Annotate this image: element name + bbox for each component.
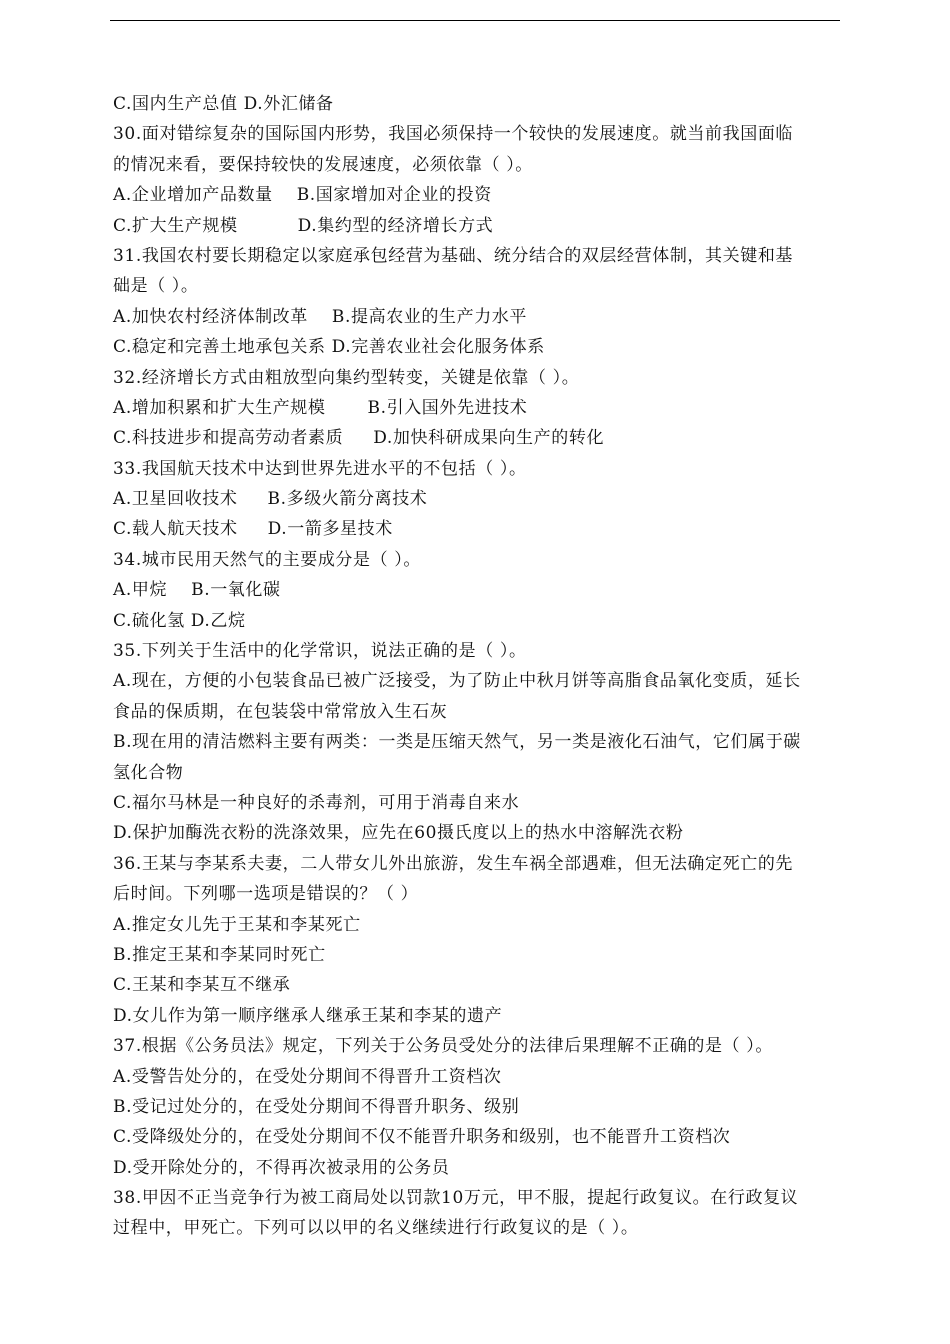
- question-35-stem: 35.下列关于生活中的化学常识，说法正确的是（ ）。: [113, 641, 527, 662]
- text-line: C.国内生产总值 D.外汇储备: [113, 94, 334, 114]
- question-38-stem: 38.甲因不正当竞争行为被工商局处以罚款10万元，甲不服，提起行政复议。在行政复议: [113, 1188, 799, 1209]
- question-36-option-b: B.推定王某和李某同时死亡: [113, 944, 326, 965]
- question-35-option-d: D.保护加酶洗衣粉的洗涤效果，应先在60摄氏度以上的热水中溶解洗衣粉: [113, 823, 684, 844]
- question-31-options-cd: C.稳定和完善土地承包关系 D.完善农业社会化服务体系: [113, 337, 545, 358]
- question-35-option-c: C.福尔马林是一种良好的杀毒剂，可用于消毒自来水: [113, 792, 520, 813]
- question-36-option-a: A.推定女儿先于王某和李某死亡: [113, 914, 361, 935]
- question-35-option-b-cont: 氢化合物: [113, 762, 184, 783]
- question-32-options-ab: A.增加积累和扩大生产规模 B.引入国外先进技术: [113, 397, 528, 418]
- question-37-stem: 37.根据《公务员法》规定，下列关于公务员受处分的法律后果理解不正确的是（ ）。: [113, 1036, 773, 1057]
- header-rule: [110, 20, 840, 21]
- question-34-options-ab: A.甲烷 B.一氧化碳: [113, 580, 281, 601]
- question-35-option-a-cont: 食品的保质期，在包装袋中常常放入生石灰: [113, 701, 448, 722]
- question-33-options-cd: C.载人航天技术 D.一箭多星技术: [113, 519, 393, 540]
- question-32-options-cd: C.科技进步和提高劳动者素质 D.加快科研成果向生产的转化: [113, 428, 605, 449]
- question-30-stem: 30.面对错综复杂的国际国内形势，我国必须保持一个较快的发展速度。就当前我国面临: [113, 124, 794, 145]
- question-32-stem: 32.经济增长方式由粗放型向集约型转变，关键是依靠（ ）。: [113, 367, 580, 388]
- question-35-option-b: B.现在用的清洁燃料主要有两类：一类是压缩天然气，另一类是液化石油气，它们属于碳: [113, 732, 801, 753]
- question-31-options-ab: A.加快农村经济体制改革 B.提高农业的生产力水平: [113, 306, 527, 327]
- page-body: [113, 89, 841, 1244]
- question-33-options-ab: A.卫星回收技术 B.多级火箭分离技术: [113, 489, 428, 510]
- question-31-stem-cont: 础是（ ）。: [113, 276, 199, 297]
- question-37-option-b: B.受记过处分的，在受处分期间不得晋升职务、级别: [113, 1096, 520, 1117]
- question-36-option-c: C.王某和李某互不继承: [113, 975, 291, 996]
- question-37-option-a: A.受警告处分的，在受处分期间不得晋升工资档次: [113, 1066, 502, 1087]
- question-37-option-c: C.受降级处分的，在受处分期间不仅不能晋升职务和级别，也不能晋升工资档次: [113, 1127, 731, 1148]
- question-38-stem-cont: 过程中，甲死亡。下列可以以甲的名义继续进行行政复议的是（ ）。: [113, 1218, 639, 1239]
- question-34-stem: 34.城市民用天然气的主要成分是（ ）。: [113, 549, 421, 570]
- question-35-option-a: A.现在，方便的小包装食品已被广泛接受，为了防止中秋月饼等高脂食品氧化变质，延长: [113, 671, 801, 692]
- question-33-stem: 33.我国航天技术中达到世界先进水平的不包括（ ）。: [113, 458, 527, 479]
- question-34-options-cd: C.硫化氢 D.乙烷: [113, 610, 246, 631]
- question-31-stem: 31.我国农村要长期稳定以家庭承包经营为基础、统分结合的双层经营体制，其关键和基: [113, 245, 794, 266]
- question-30-options-ab: A.企业增加产品数量 B.国家增加对企业的投资: [113, 185, 492, 206]
- question-30-options-cd: C.扩大生产规模 D.集约型的经济增长方式: [113, 215, 494, 236]
- question-36-stem: 36.王某与李某系夫妻，二人带女儿外出旅游，发生车祸全部遇难，但无法确定死亡的先: [113, 853, 794, 874]
- question-36-option-d: D.女儿作为第一顺序继承人继承王某和李某的遗产: [113, 1005, 503, 1026]
- question-36-stem-cont: 后时间。下列哪一选项是错误的？（ ）: [113, 884, 419, 905]
- question-30-stem-cont: 的情况来看，要保持较快的发展速度，必须依靠（ ）。: [113, 154, 533, 175]
- question-37-option-d: D.受开除处分的，不得再次被录用的公务员: [113, 1157, 450, 1178]
